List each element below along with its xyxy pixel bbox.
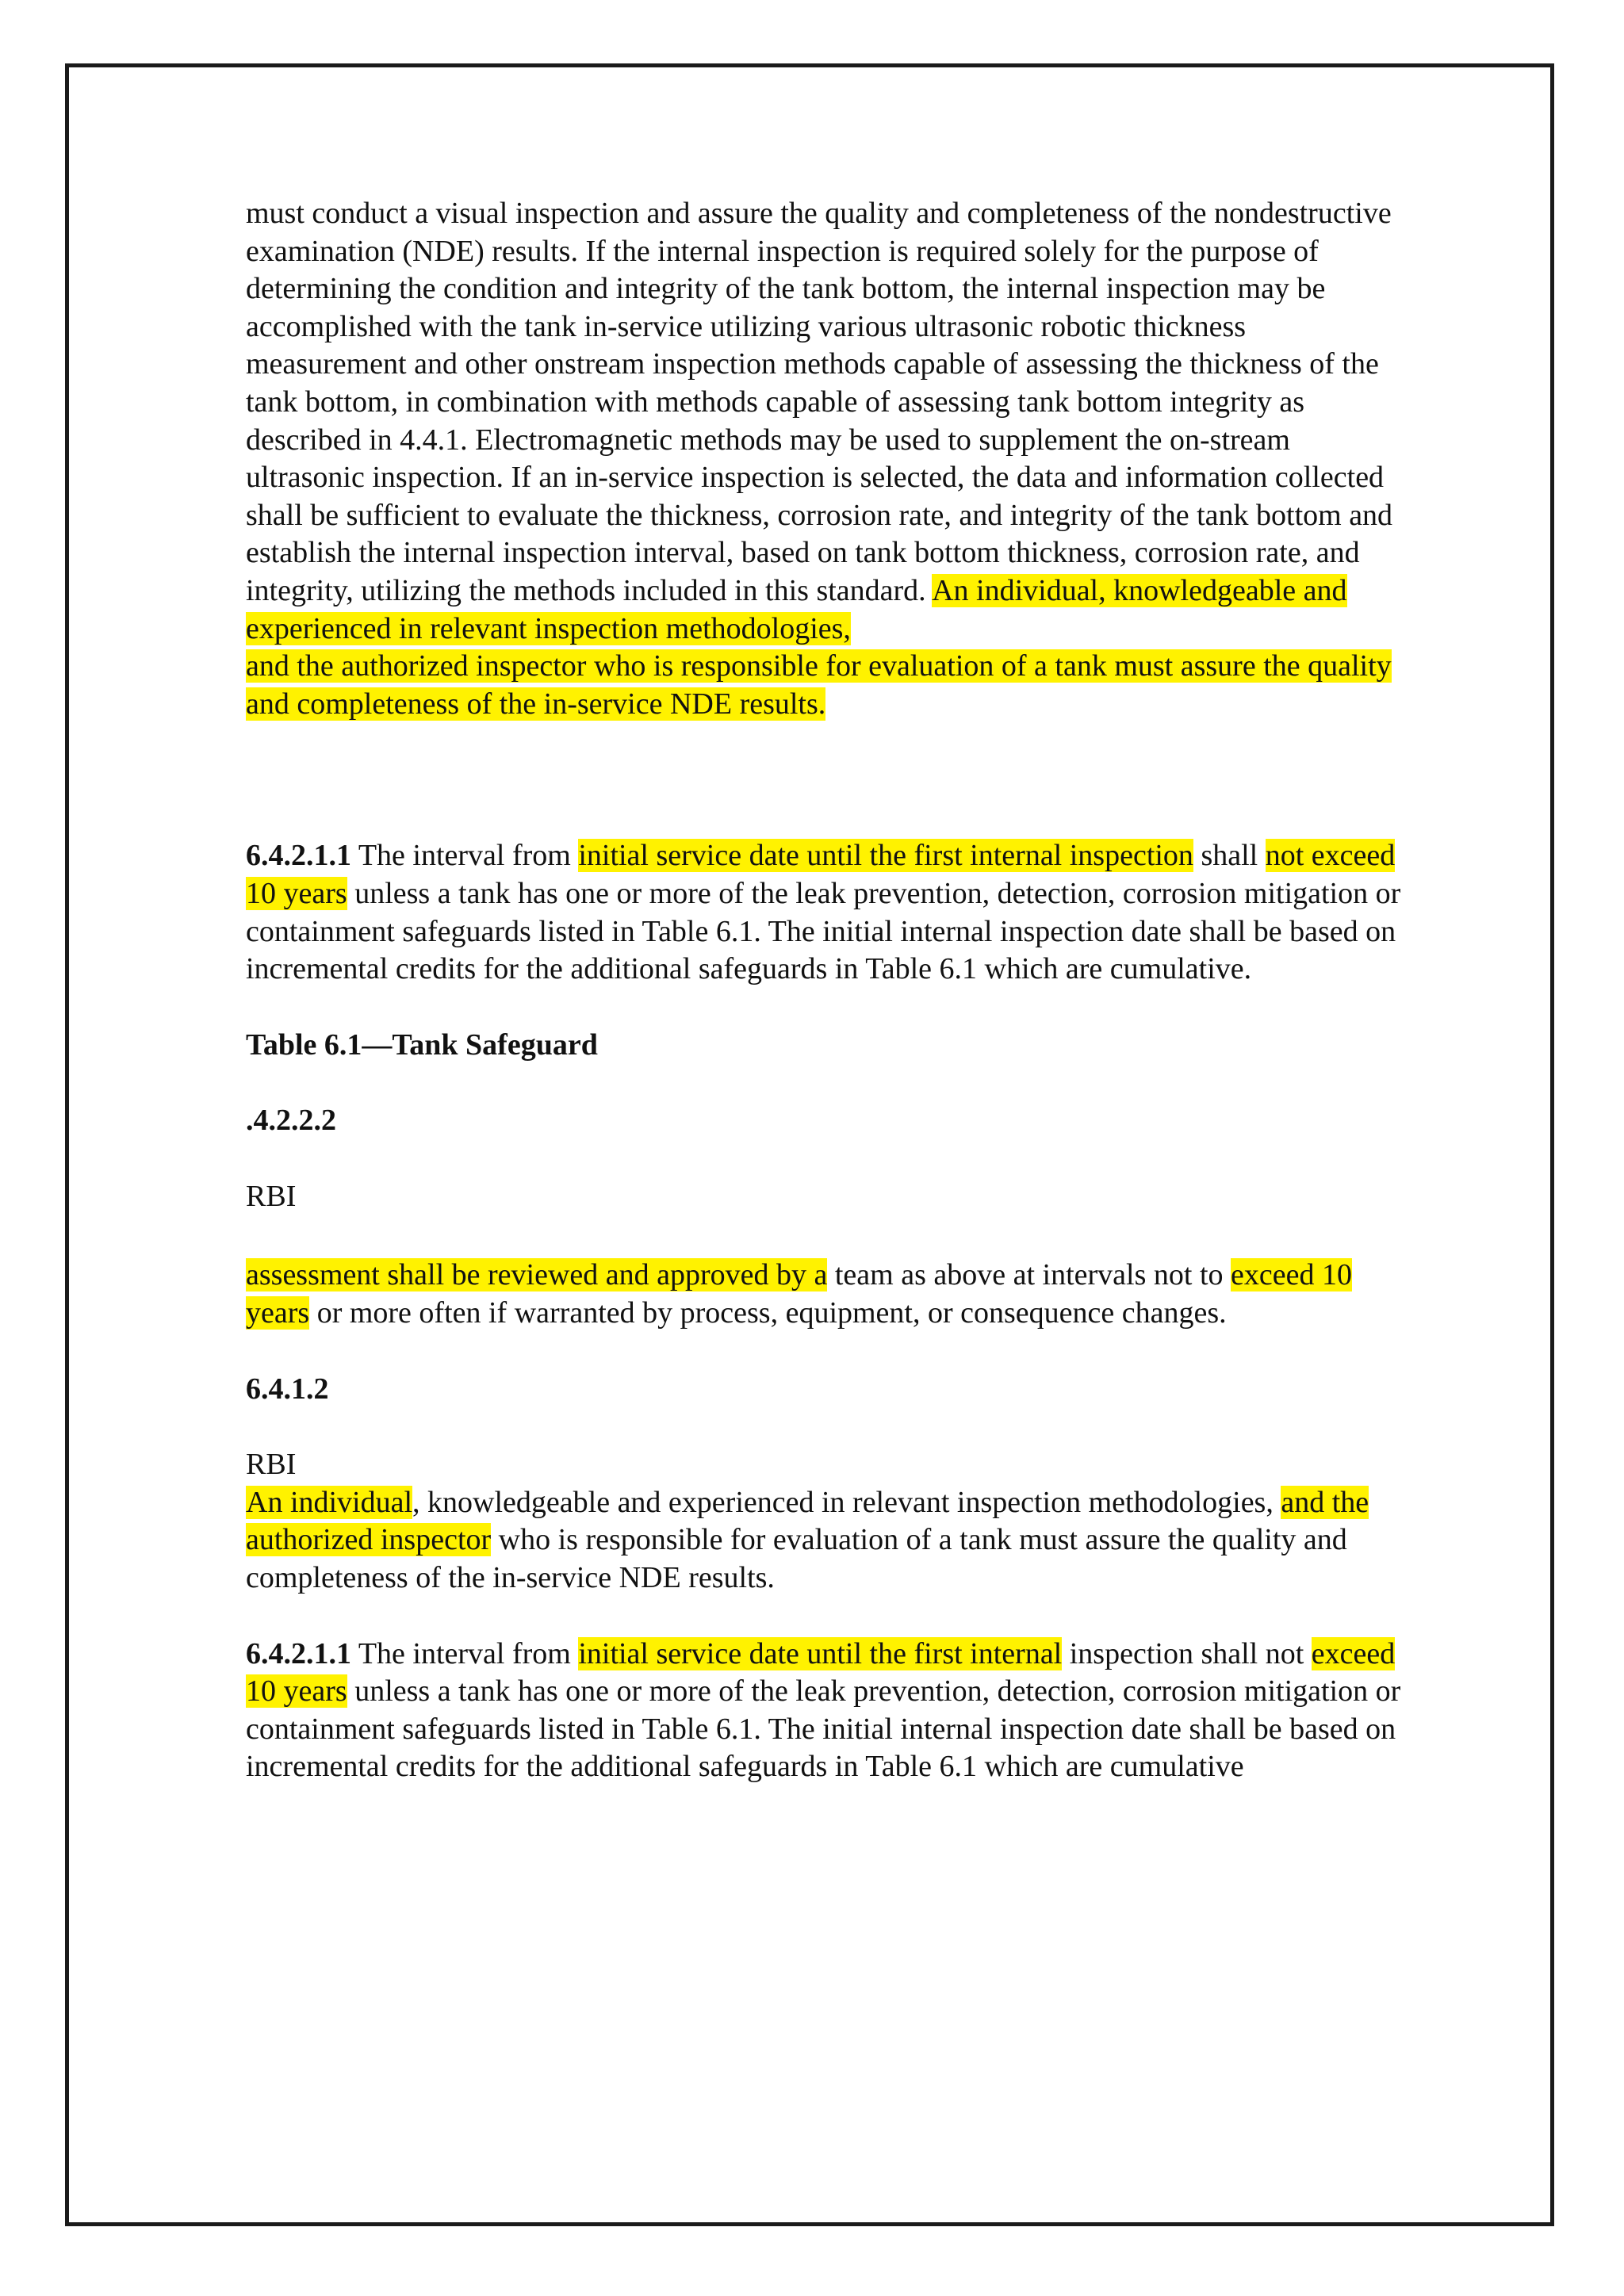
highlighted-text: and the authorized inspector who is responsible for evaluation of a tank must assure the quality and completeness of the in-service NDE results. — [246, 649, 1392, 721]
paragraph-text: The interval from — [351, 1636, 579, 1670]
section-number: 6.4.2.1.1 — [246, 1636, 351, 1670]
paragraph-text: or more often if warranted by process, equipment, or consequence changes. — [309, 1296, 1227, 1330]
rbi-label: RBI — [246, 1179, 297, 1213]
section-number: 6.4.1.2 — [246, 1372, 329, 1406]
section-number: .4.2.2.2 — [246, 1104, 336, 1138]
paragraph-text: unless a tank has one or more of the leak prevention, detection, corrosion mitigation or containment safeguards listed in Table 6.1. The initial internal inspection date shall be based on incremental credits for the additional safeguards in Table 6.1 which are cumulative — [246, 1674, 1401, 1784]
highlighted-text: An individual — [246, 1485, 413, 1519]
highlighted-text: exceed 10 years — [246, 1258, 1352, 1330]
paragraph-text: who is responsible for evaluation of a tank must assure the quality and completeness of the in-service NDE results. — [246, 1523, 1347, 1595]
paragraph-text: inspection shall not — [1062, 1636, 1312, 1670]
rbi-label: RBI — [246, 1448, 297, 1482]
table-title: Table 6.1—Tank Safeguard — [246, 1027, 598, 1062]
section-6-4-2-1-1-first — [246, 837, 1411, 988]
highlighted-text: initial service date until the first internal inspection — [578, 839, 1193, 873]
highlighted-text: not exceed 10 years — [246, 839, 1396, 910]
highlighted-text: An individual, knowledgeable and experienced in relevant inspection methodologies, — [246, 573, 1347, 645]
highlighted-text: exceed 10 years — [246, 1636, 1396, 1709]
highlighted-text: initial service date until the first internal — [578, 1636, 1063, 1670]
paragraph-text: shall — [1193, 839, 1266, 873]
paragraph-text: team as above at intervals not to — [827, 1258, 1231, 1292]
paragraph-text: must conduct a visual inspection and assure the quality and completeness of the nondestructive examination (NDE) results. If the internal inspection is required solely for the purpose of determining the condition and integrity of the tank bottom, the internal inspection may be accomplished with the tank in-service utilizing various ultrasonic robotic thickness measurement and other onstream inspection methods capable of assessing the thickness of the tank bottom, in combination with methods capable of assessing tank bottom integrity as described in 4.4.1. Electromagnetic methods may be used to supplement the on-stream ultrasonic inspection. If an in-service inspection is selected, the data and information collected shall be sufficient to evaluate the thickness, corrosion rate, and integrity of the tank bottom and establish the internal inspection interval, based on tank bottom thickness, corrosion rate, and integrity, utilizing the methods included in this standard. — [246, 197, 1393, 607]
paragraph-text: , knowledgeable and experienced in relevant inspection methodologies, — [412, 1485, 1281, 1519]
highlighted-text: and the authorized inspector — [246, 1485, 1369, 1557]
paragraph-text: unless a tank has one or more of the leak prevention, detection, corrosion mitigation or containment safeguards listed in Table 6.1. The initial internal inspection date shall be based on incremental credits for the additional safeguards in Table 6.1 which are cumulative. — [246, 876, 1401, 986]
rbi-assessment-paragraph — [246, 1257, 1411, 1332]
document-body — [246, 195, 1411, 1786]
highlighted-text: assessment shall be reviewed and approved by a — [246, 1258, 828, 1292]
paragraph-text: The interval from — [351, 839, 579, 873]
section-6-4-2-1-1-second — [246, 1636, 1411, 1786]
paragraph-continuation — [246, 195, 1411, 723]
individual-paragraph — [246, 1484, 1411, 1598]
section-number: 6.4.2.1.1 — [246, 839, 351, 873]
